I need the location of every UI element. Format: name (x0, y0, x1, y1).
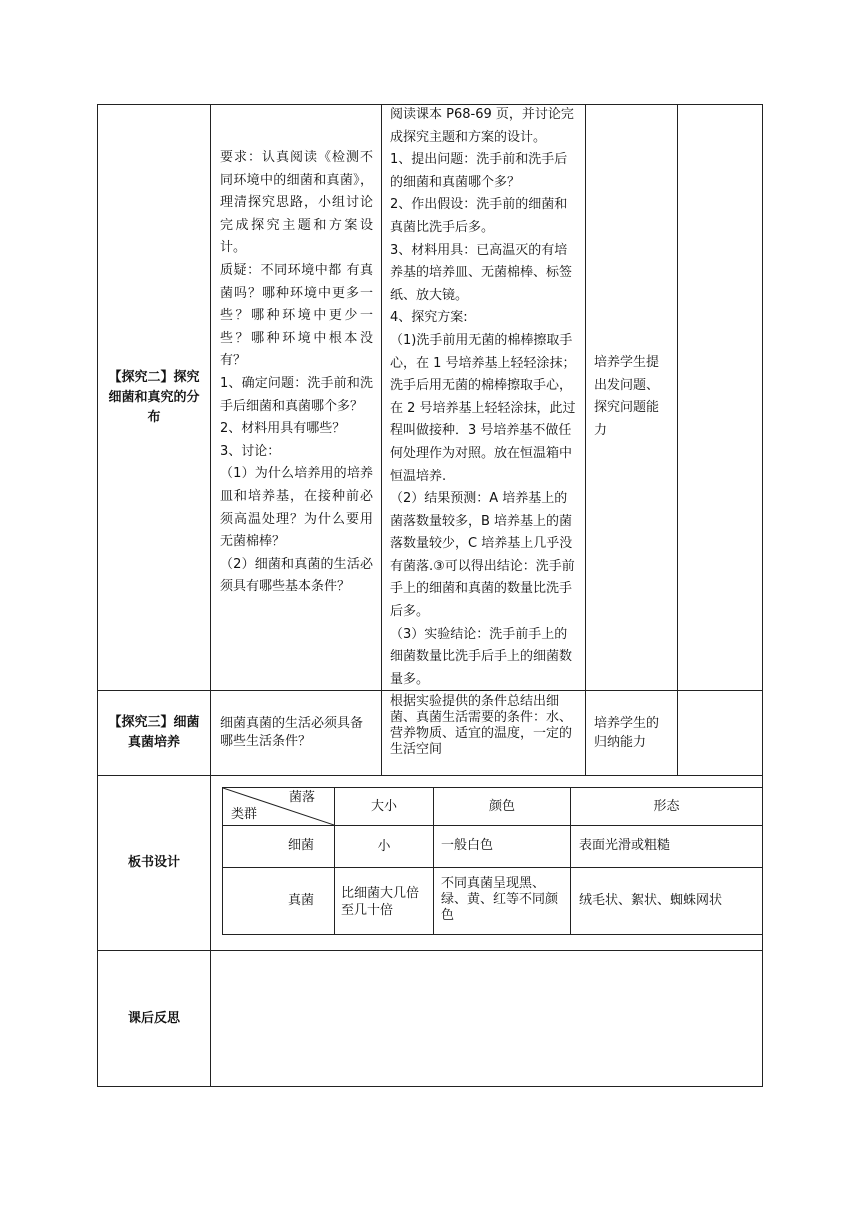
table-border-right (762, 104, 763, 1087)
explore2-teacher-p4: 2、材料用具有哪些？ (220, 421, 346, 437)
table-border-bottom (97, 1086, 763, 1087)
explore2-teacher-p2: 质疑：不同环境中都 有真菌吗？哪种环境中更多一些？哪种环境中更少一些？哪种环境中根本没有？ (220, 262, 373, 369)
explore3-teacher: 细菌真菌的生活必须具备哪些生活条件？ (220, 716, 364, 749)
explore3-student-cell (382, 694, 585, 758)
explore2-teacher-p7: （2）细菌和真菌的生活必须具有哪些基本条件？ (220, 556, 373, 595)
explore2-label-cell (98, 105, 210, 690)
explore3-label-cell (98, 691, 210, 775)
explore2-student-p4: 3、材料用具：已高温灭的有培养基的培养皿、无菌棉棒、标签纸、放大镜。 (390, 242, 573, 303)
board-row-fungi-color: 不同真菌呈现黑、绿、黄、红等不同颜色 (441, 876, 559, 923)
explore3-student: 根据实验提供的条件总结出细菌、真菌生活需要的条件：水、营养物质、适宜的温度，一定的生活空间 (390, 694, 573, 757)
board-row-bacteria-color: 一般白色 (441, 838, 494, 853)
explore2-student-p5: 4、探究方案: (390, 310, 468, 326)
board-row-fungi-size: 比细菌大几倍至几十倍 (341, 886, 420, 918)
board-col-shape: 形态 (653, 798, 680, 814)
board-row-bacteria-shape: 表面光滑或粗糙 (579, 838, 671, 853)
board-header-bottom: 类群 (231, 807, 258, 822)
reflection-label-cell (98, 951, 210, 1086)
board-label-cell (98, 776, 210, 950)
explore2-student-p6: （1)洗手前用无菌的棉棒擦取手心，在 1 号培养基上轻轻涂抹；洗手后用无菌的棉棒擦取手心，在 2 号培养基上轻轻涂抹，此过程叫做接种．3 号培养基不做任何处理作为对照。放在恒温箱中恒温培养. (390, 332, 576, 484)
col-divider-4 (677, 104, 678, 775)
explore2-purpose: 培养学生提出发问题、探究问题能力 (594, 355, 660, 438)
board-col-color: 颜色 (488, 798, 515, 814)
reflection-label: 课后反思 (127, 1010, 180, 1026)
explore3-label: 【探究三】细菌真菌培养 (108, 715, 200, 750)
board-row-bacteria-size: 小 (377, 838, 391, 854)
explore2-label: 【探究二】探究细菌和真究的分布 (108, 369, 200, 425)
explore2-student-p3: 2、作出假设：洗手前的细菌和真菌比洗手后多。 (390, 197, 568, 235)
explore2-teacher-p3: 1、确定问题：洗手前和洗手后细菌和真菌哪个多？ (220, 375, 373, 414)
explore2-student-p7: （2）结果预测：A 培养基上的菌落数量较多，B 培养基上的菌落数量较少，C 培养基上几乎没有菌落.③可以得出结论：洗手前手上的细菌和真菌的数量比洗手后多。 (390, 491, 575, 620)
board-header-top: 菌落 (289, 790, 316, 805)
explore2-student-p1: 阅读课本 P68-69 页，并讨论完成探究主题和方案的设计。 (390, 107, 574, 145)
explore2-teacher-p5: 3、讨论： (220, 443, 281, 459)
explore2-purpose-cell (586, 352, 677, 442)
explore2-student-p8: （3）实验结论：洗手前手上的细菌数量比洗手后手上的细菌数量多。 (390, 626, 573, 687)
board-table-row2 (222, 867, 762, 868)
explore3-purpose-cell (586, 691, 677, 775)
board-label: 板书设计 (127, 855, 180, 870)
explore2-teacher-cell (211, 147, 381, 599)
explore2-student-p2: 1、提出问题：洗手前和洗手后的细菌和真菌哪个多？ (390, 152, 568, 190)
explore3-purpose: 培养学生的归纳能力 (594, 716, 660, 750)
explore2-teacher-p6: （1）为什么培养用的培养皿和培养基，在接种前必须高温处理？为什么要用无菌棉棒？ (220, 466, 373, 550)
board-row-fungi-shape: 绒毛状、絮状、蜘蛛网状 (579, 893, 723, 908)
explore2-teacher-p1: 要求：认真阅读《检测不同环境中的细菌和真菌》，理清探究思路，小组讨论完成探究主题和方案设计。 (220, 150, 373, 256)
board-col-size: 大小 (370, 798, 397, 814)
explore3-teacher-cell (211, 691, 381, 775)
board-row-fungi-name: 真菌 (288, 893, 315, 908)
reflection-content-cell[interactable] (211, 951, 762, 1086)
board-table-row1 (222, 825, 762, 826)
explore2-student-cell (382, 104, 585, 691)
board-table-bottom (222, 934, 762, 935)
board-row-bacteria-name: 细菌 (288, 838, 315, 853)
